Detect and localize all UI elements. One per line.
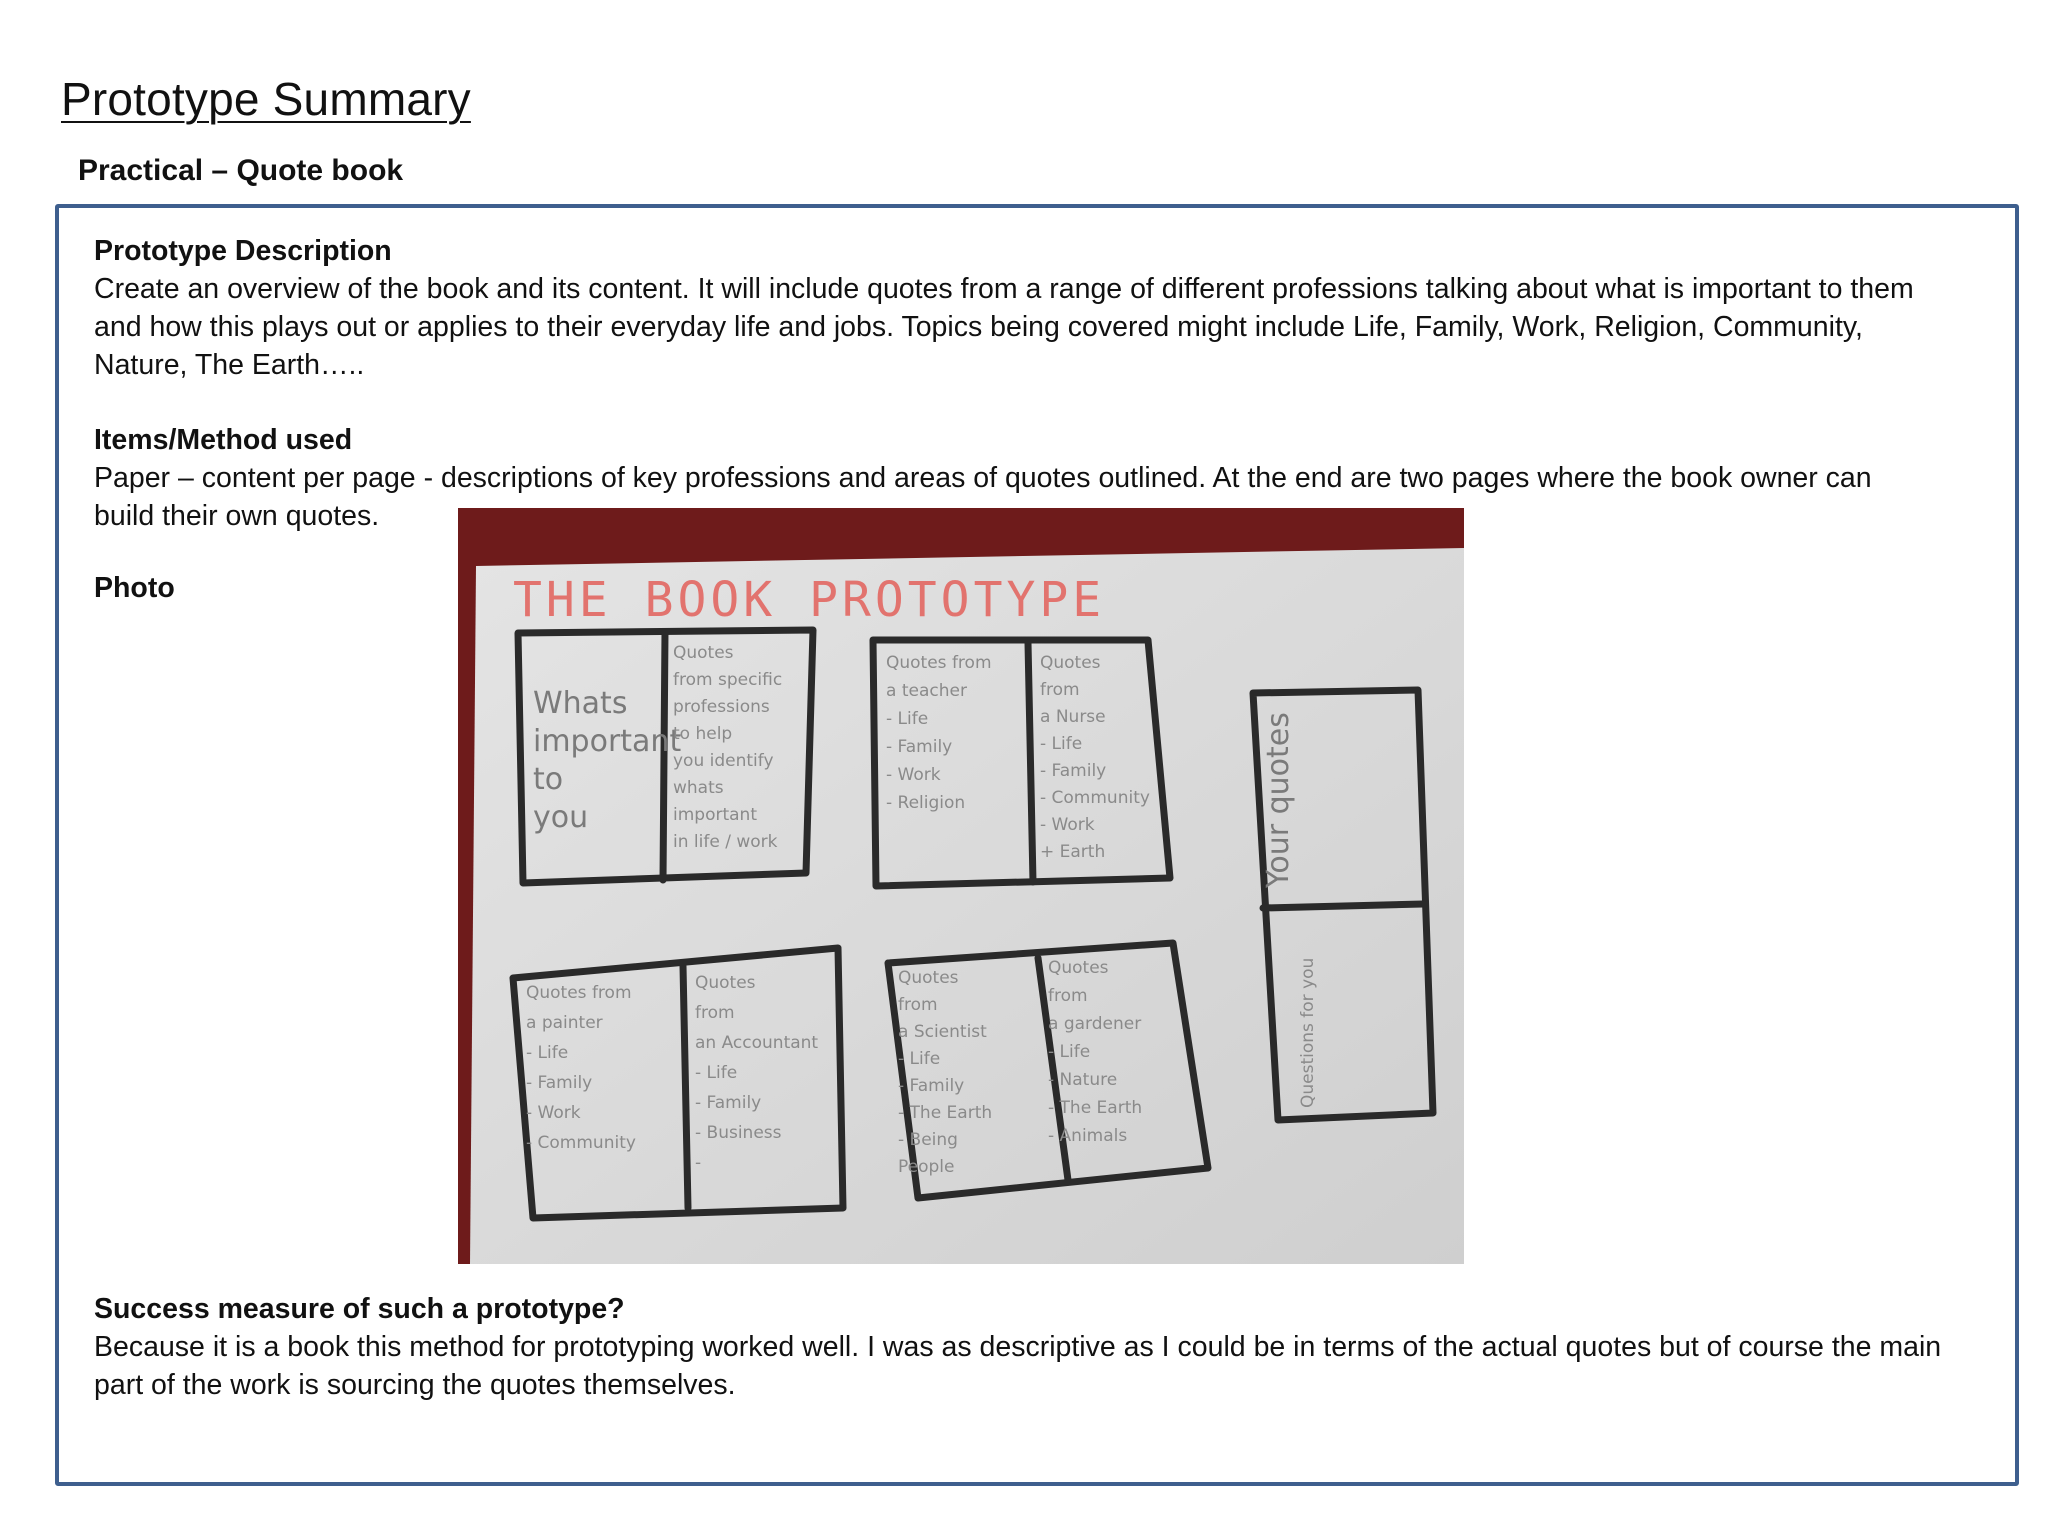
sketch-line: Quotes from xyxy=(886,653,992,673)
page-title: Prototype Summary xyxy=(61,73,471,125)
sketch-line: - Life xyxy=(886,709,929,729)
end-page-bottom: Questions for you xyxy=(1298,957,1318,1108)
sketch-line: from xyxy=(898,995,938,1015)
sketch-line: Quotes xyxy=(695,973,756,993)
sketch-line: - Life xyxy=(695,1063,738,1083)
page-subtitle: Practical – Quote book xyxy=(78,154,404,187)
sketch-line: a teacher xyxy=(886,681,967,701)
sketch-line: - Family xyxy=(695,1093,762,1113)
sketch-line: - Business xyxy=(695,1123,782,1143)
sketch-line: a Nurse xyxy=(1040,707,1106,727)
sketch-line: Quotes xyxy=(673,643,734,663)
sketch-line: - Family xyxy=(886,737,953,757)
items-heading: Items/Method used xyxy=(94,424,353,456)
sketch-line: Quotes xyxy=(1048,958,1109,978)
prototype-sketch xyxy=(458,508,1464,1264)
sketch-line: - Life xyxy=(1040,734,1083,754)
sketch-line: - Being xyxy=(898,1130,958,1150)
sketch-line: important xyxy=(673,805,757,825)
sketch-line: - xyxy=(695,1153,702,1173)
sketch-line: whats xyxy=(673,778,724,798)
sketch-line: - Religion xyxy=(886,793,966,813)
sketch-line: you identify xyxy=(673,751,774,771)
sketch-line: - Life xyxy=(1048,1042,1091,1062)
sketch-line: you xyxy=(533,800,589,835)
sketch-title: THE BOOK PROTOTYPE xyxy=(513,572,1106,628)
sketch-line: - Life xyxy=(526,1043,569,1063)
sketch-line: - The Earth xyxy=(1048,1098,1143,1118)
sketch-line: - Life xyxy=(898,1049,941,1069)
photo-label: Photo xyxy=(94,572,175,604)
sketch-line: from xyxy=(1048,986,1088,1006)
sketch-line: to xyxy=(533,762,564,797)
end-page-top: Your quotes xyxy=(1261,712,1296,888)
sketch-line: from xyxy=(1040,680,1080,700)
sketch-line: a gardener xyxy=(1048,1014,1142,1034)
sketch-line: a painter xyxy=(526,1013,603,1033)
sketch-line: Quotes from xyxy=(526,983,632,1003)
items-line: build their own quotes. xyxy=(94,500,380,532)
sketch-line: Whats xyxy=(533,686,628,721)
sketch-line: - Work xyxy=(886,765,941,785)
description-heading: Prototype Description xyxy=(94,235,392,267)
sketch-line: professions xyxy=(673,697,770,717)
items-line: Paper – content per page - descriptions of key professions and areas of quotes outlined. At the end are two pages where the book owner can xyxy=(94,462,1872,494)
sketch-line: - Nature xyxy=(1048,1070,1118,1090)
sketch-line: - Family xyxy=(1040,761,1107,781)
description-line: and how this plays out or applies to their everyday life and jobs. Topics being covered might include Life, Family, Work, Religion, Community, xyxy=(94,311,1863,343)
sketch-line: an Accountant xyxy=(695,1033,819,1053)
success-section xyxy=(94,1290,1994,1404)
sketch-line: People xyxy=(898,1157,955,1177)
sketch-line: - Family xyxy=(898,1076,965,1096)
prototype-photo xyxy=(458,508,1464,1264)
sketch-line: - Work xyxy=(1040,815,1095,835)
description-section xyxy=(94,232,1994,384)
success-heading: Success measure of such a prototype? xyxy=(94,1293,625,1325)
sketch-line: in life / work xyxy=(673,832,778,852)
sketch-line: - Community xyxy=(1040,788,1150,808)
success-line: Because it is a book this method for prototyping worked well. I was as descriptive as I could be in terms of the actual quotes but of course the main xyxy=(94,1331,1942,1363)
sketch-line: + Earth xyxy=(1040,842,1106,862)
sketch-line: Quotes xyxy=(898,968,959,988)
sketch-line: important xyxy=(533,724,682,759)
sketch-line: to help xyxy=(673,724,733,744)
sketch-line: - Work xyxy=(526,1103,581,1123)
sketch-line: - Community xyxy=(526,1133,636,1153)
sketch-line: - The Earth xyxy=(898,1103,993,1123)
sketch-line: from xyxy=(695,1003,735,1023)
description-line: Nature, The Earth….. xyxy=(94,349,365,381)
sketch-line: a Scientist xyxy=(898,1022,987,1042)
sketch-line: from specific xyxy=(673,670,783,690)
sketch-line: - Family xyxy=(526,1073,593,1093)
sketch-line: Quotes xyxy=(1040,653,1101,673)
sketch-line: - Animals xyxy=(1048,1126,1128,1146)
description-line: Create an overview of the book and its content. It will include quotes from a range of different professions talking about what is important to them xyxy=(94,273,1914,305)
success-line: part of the work is sourcing the quotes themselves. xyxy=(94,1369,736,1401)
